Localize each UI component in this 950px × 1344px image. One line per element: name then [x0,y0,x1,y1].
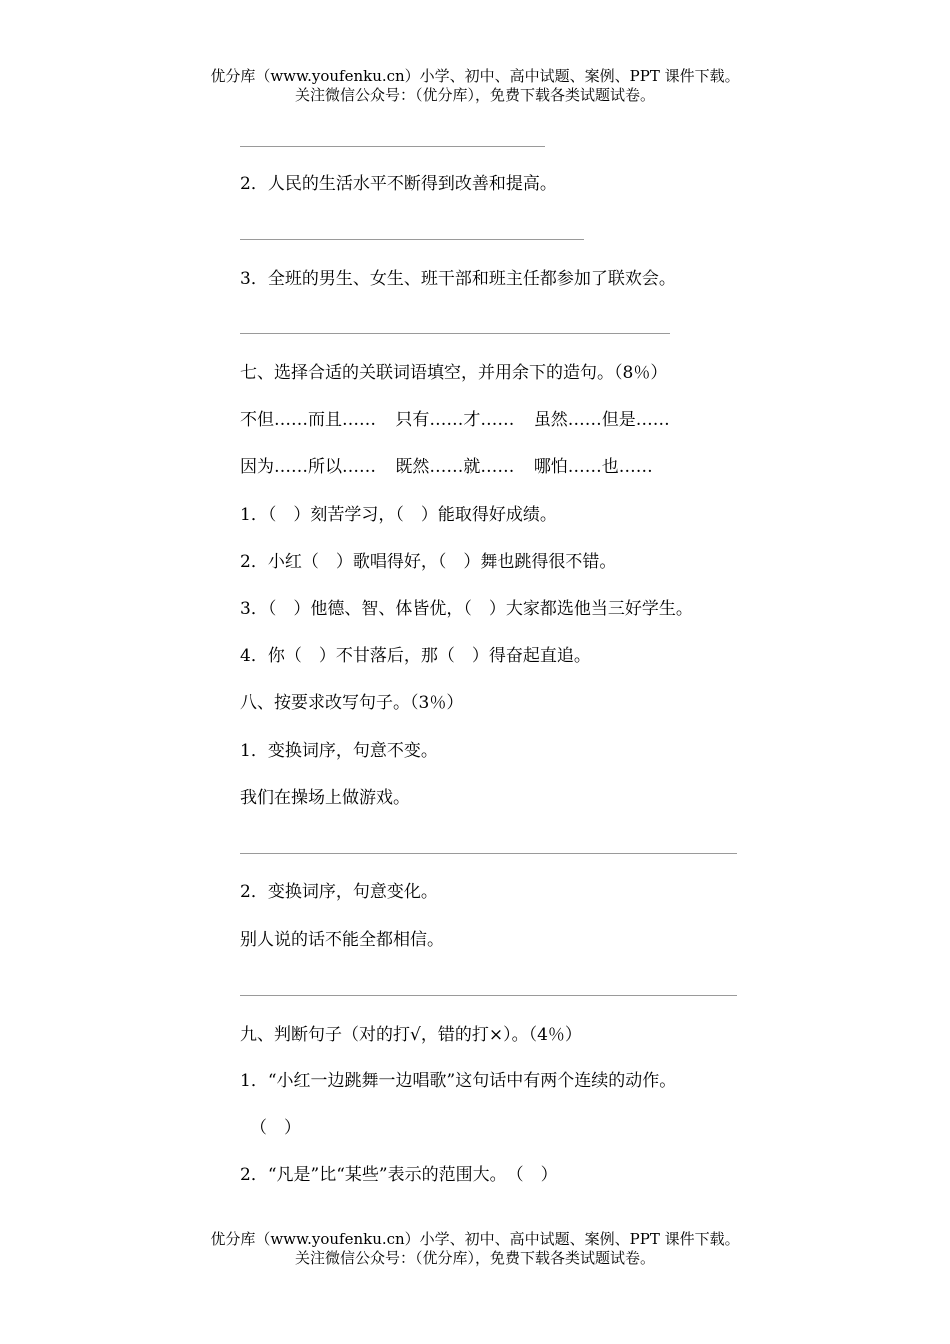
conjunction: 不但……而且…… [240,410,376,430]
section-8-title: 八、按要求改写句子。（3％） [240,693,464,713]
s8-q2-sentence: 别人说的话不能全都相信。 [240,930,444,950]
header-line-2: 关注微信公众号：（优分库），免费下载各类试题试卷。 [294,86,655,104]
section-7-title: 七、选择合适的关联词语填空，并用余下的造句。（8％） [240,363,668,383]
s7-question-2: 2．小红（ ）歌唱得好，（ ）舞也跳得很不错。 [240,552,617,572]
answer-line [240,995,737,996]
conjunction: 只有……才…… [395,410,515,430]
s9-question-2: 2．“凡是”比“某些”表示的范围大。 （ ） [240,1165,558,1185]
s7-question-1: 1．（ ）刻苦学习，（ ）能取得好成绩。 [240,505,557,525]
footer-line-1: 优分库（www.youfenku.cn）小学、初中、高中试题、案例、PPT 课件下载。 [210,1230,740,1248]
conjunction: 哪怕……也…… [533,457,653,477]
s6-item-3: 3．全班的男生、女生、班干部和班主任都参加了联欢会。 [240,269,676,289]
answer-line [240,146,545,147]
s7-question-4: 4．你（ ）不甘落后，那（ ）得奋起直追。 [240,646,591,666]
answer-line [240,853,737,854]
conjunction: 因为……所以…… [240,457,376,477]
page-header [0,67,950,105]
s9-q1-blank: （ ） [250,1118,301,1138]
s8-q1-label: 1．变换词序，句意不变。 [240,741,438,761]
s8-q1-sentence: 我们在操场上做游戏。 [240,788,410,808]
conjunction: 既然……就…… [395,457,515,477]
footer-line-2: 关注微信公众号：（优分库），免费下载各类试题试卷。 [294,1249,655,1267]
page-footer [0,1230,950,1268]
s6-item-2: 2．人民的生活水平不断得到改善和提高。 [240,174,557,194]
answer-line [240,333,670,334]
s7-question-3: 3．（ ）他德、智、体皆优，（ ）大家都选他当三好学生。 [240,599,693,619]
s8-q2-label: 2．变换词序，句意变化。 [240,882,438,902]
section-9-title: 九、判断句子（对的打√，错的打×）。（4％） [240,1025,582,1045]
conjunction-row-1 [240,409,684,431]
answer-line [240,239,584,240]
s9-question-1: 1．“小红一边跳舞一边唱歌”这句话中有两个连续的动作。 [240,1071,677,1091]
header-line-1: 优分库（www.youfenku.cn）小学、初中、高中试题、案例、PPT 课件下载。 [210,67,740,85]
conjunction-row-2 [240,456,667,478]
conjunction: 虽然……但是…… [533,410,670,430]
